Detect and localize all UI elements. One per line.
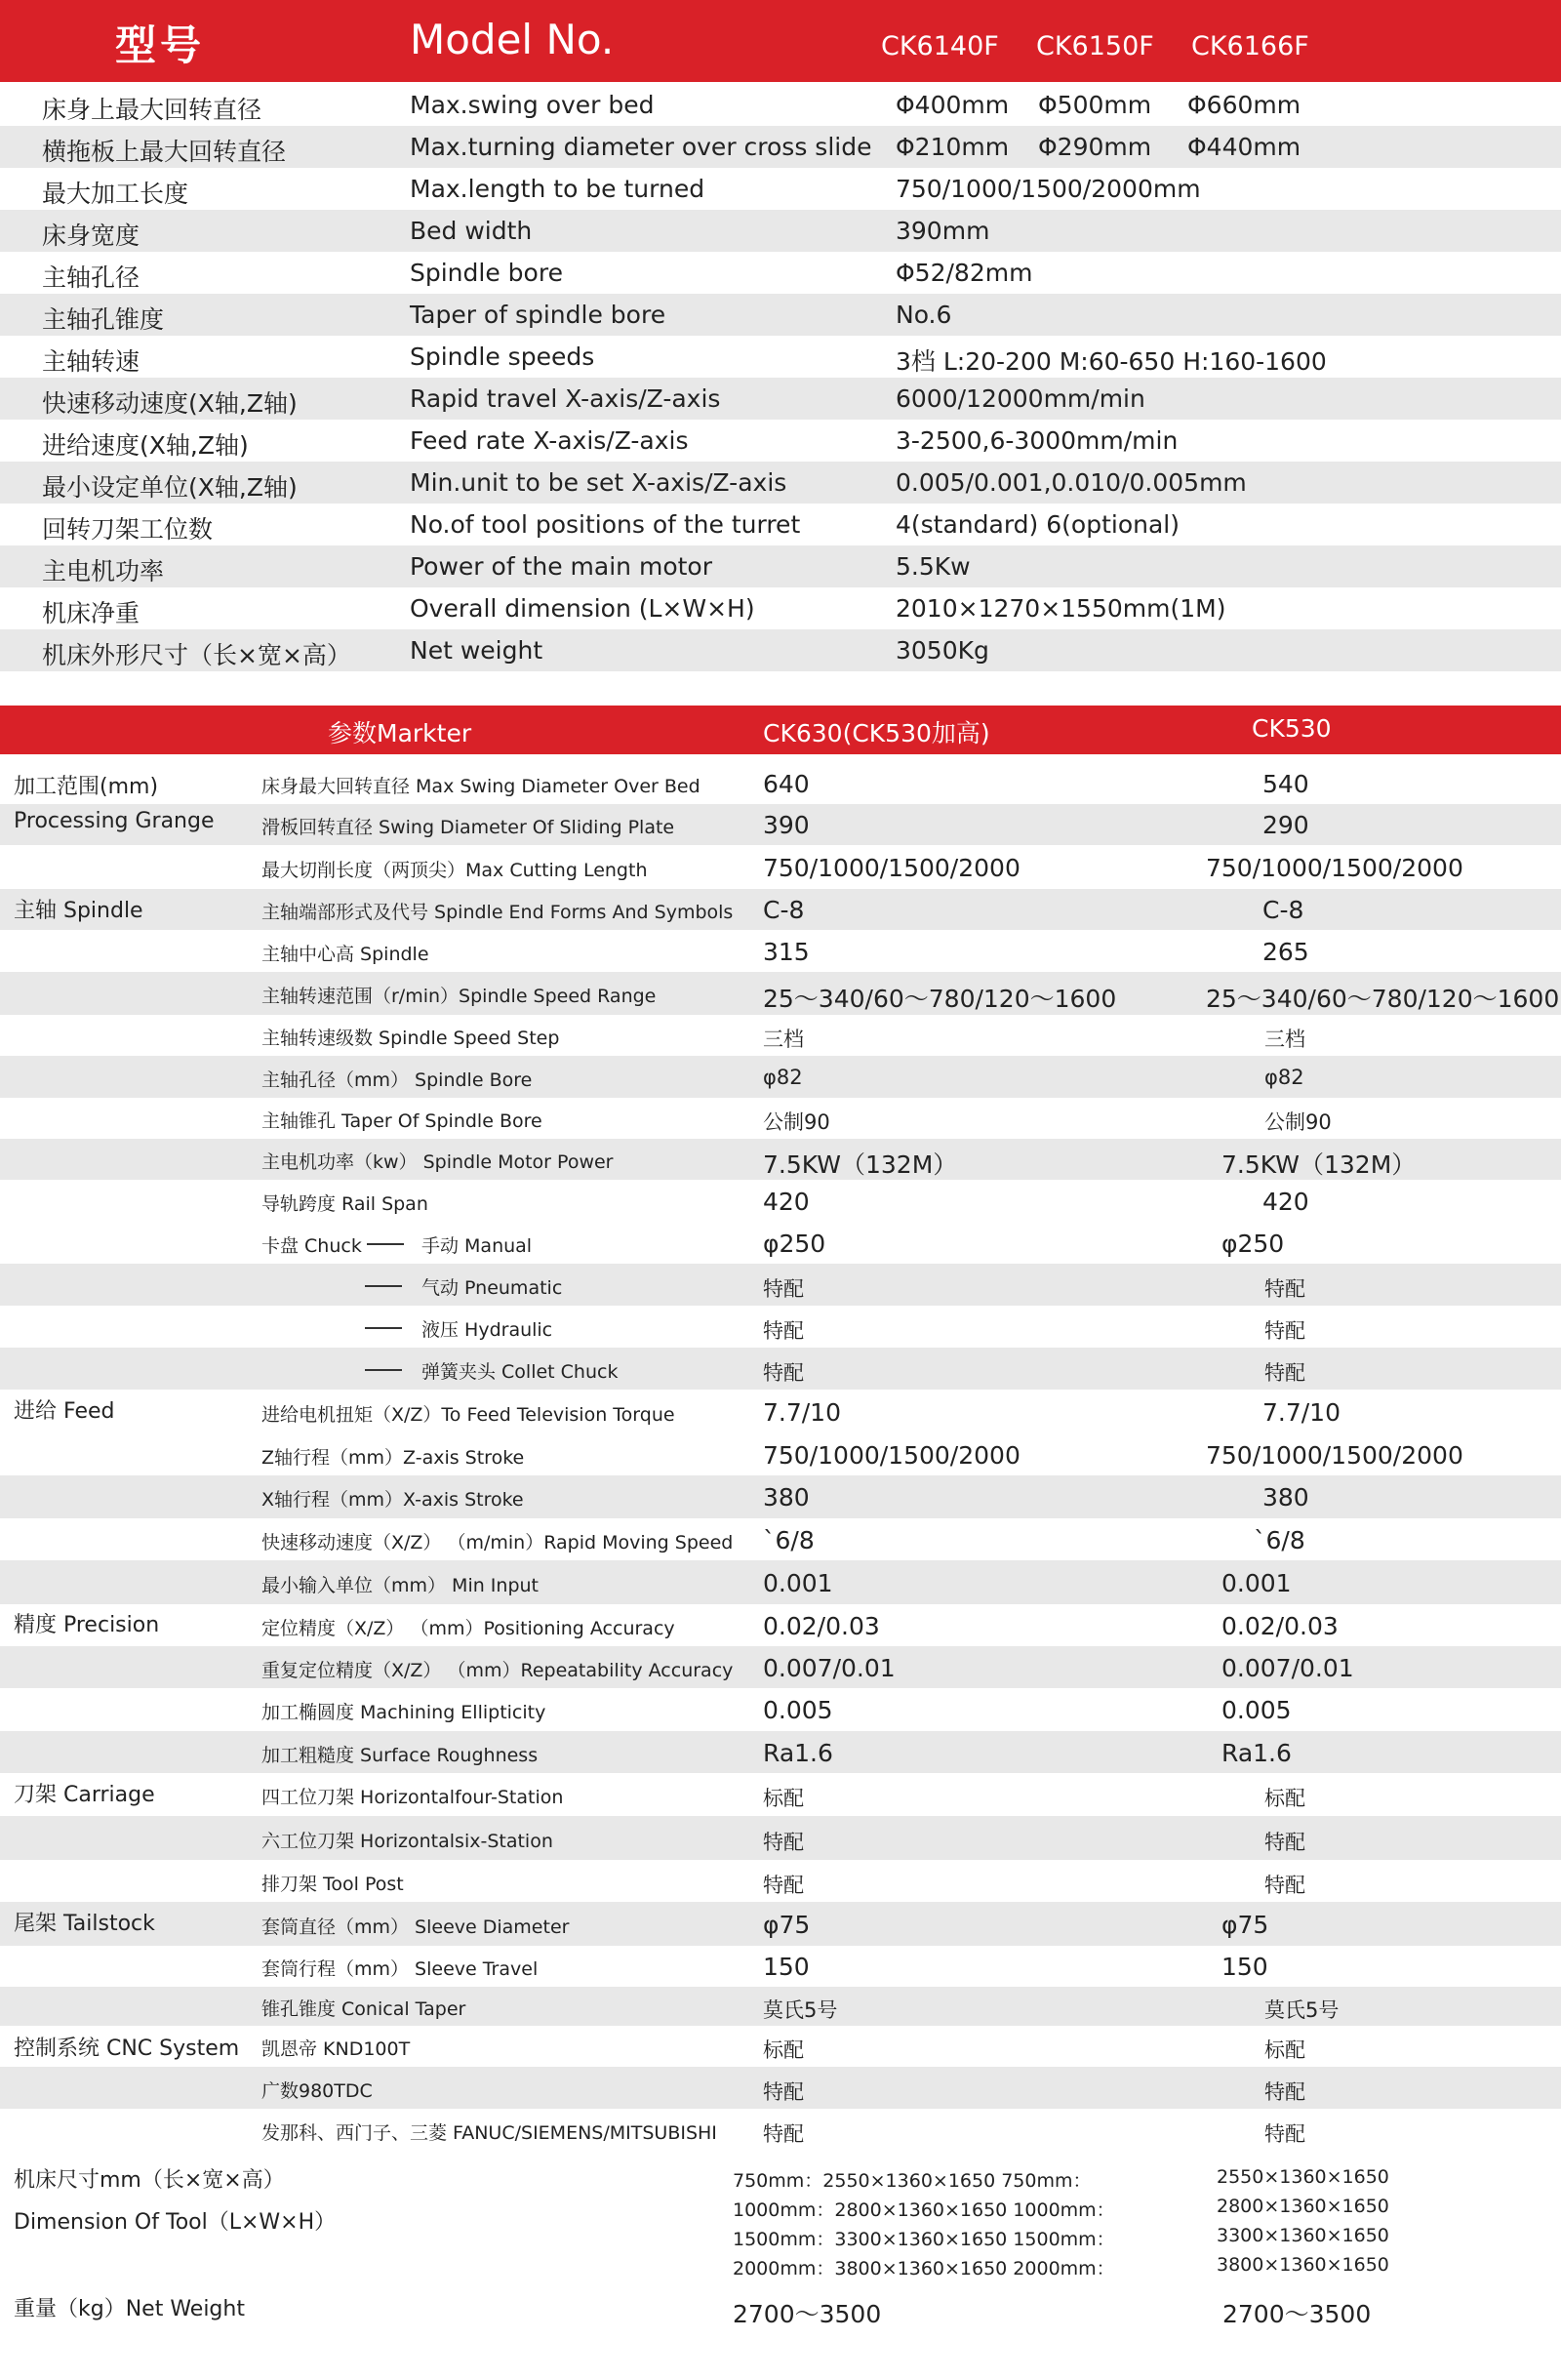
spec-label-zh: 床身宽度 bbox=[42, 222, 140, 250]
spec-sub-label: 滑板回转直径 Swing Diameter Of Sliding Plate bbox=[261, 817, 675, 838]
value-ck630: 0.02/0.03 bbox=[763, 1612, 880, 1640]
spec-row bbox=[0, 1223, 1561, 1264]
dimension-value: 2800×1360×1650 bbox=[1217, 2196, 1389, 2217]
spec-label-en: No.of tool positions of the turret bbox=[410, 510, 801, 539]
spec-value: Φ52/82mm bbox=[896, 259, 1033, 287]
value-ck530: 750/1000/1500/2000 bbox=[1206, 854, 1463, 882]
spec-sub-label: 凯恩帝 KND100T bbox=[261, 2038, 411, 2060]
spec-value-ck6140f: Φ210mm bbox=[896, 133, 1010, 161]
spec-label-en: Max.swing over bed bbox=[410, 91, 655, 119]
spec-sub-label: 最大切削长度（两顶尖）Max Cutting Length bbox=[261, 860, 648, 881]
value-ck530: 莫氏5号 bbox=[1264, 1998, 1340, 2022]
value-ck530: 265 bbox=[1262, 938, 1309, 966]
spec-row bbox=[0, 420, 1561, 462]
model-header-zh: 型号 bbox=[115, 21, 206, 69]
spec-row bbox=[0, 1015, 1561, 1056]
spec-sub-label: 加工椭圆度 Machining Ellipticity bbox=[261, 1702, 546, 1723]
spec-value: 3050Kg bbox=[896, 636, 989, 665]
dimension-value: 3800×1360×1650 bbox=[1217, 2254, 1389, 2276]
spec-row bbox=[0, 462, 1561, 504]
spec-row bbox=[0, 1518, 1561, 1560]
spec-row bbox=[0, 545, 1561, 587]
spec-sub-label: Z轴行程（mm）Z-axis Stroke bbox=[261, 1447, 525, 1469]
value-ck630: 315 bbox=[763, 938, 810, 966]
value-ck530: 290 bbox=[1262, 811, 1309, 839]
spec-row bbox=[0, 252, 1561, 294]
spec-label-en: Taper of spindle bore bbox=[410, 301, 666, 329]
category-processing-grange: Processing Grange bbox=[14, 809, 215, 833]
spec-label-zh: 横拖板上最大回转直径 bbox=[42, 138, 287, 166]
value-ck530: 特配 bbox=[1264, 2122, 1305, 2146]
spec-label-zh: 机床净重 bbox=[42, 599, 140, 627]
category-carriage: 刀架 Carriage bbox=[14, 1783, 155, 1807]
spec-label-zh: 回转刀架工位数 bbox=[42, 515, 214, 544]
spec-label-zh: 主轴孔锥度 bbox=[42, 305, 165, 334]
spec-row bbox=[0, 1306, 1561, 1348]
spec-label-en: Max.turning diameter over cross slide bbox=[410, 133, 872, 161]
value-ck530: 0.02/0.03 bbox=[1221, 1612, 1339, 1640]
chuck-connector-line bbox=[365, 1285, 402, 1287]
value-ck530: 特配 bbox=[1264, 1874, 1305, 1897]
value-ck630: 390 bbox=[763, 811, 810, 839]
spec-label-zh: 机床外形尺寸（长×宽×高） bbox=[42, 641, 351, 669]
spec-sub-label: 主轴孔径（mm） Spindle Bore bbox=[261, 1069, 533, 1091]
spec-row bbox=[0, 1098, 1561, 1139]
spec-row bbox=[0, 889, 1561, 930]
spec-label-zh: 主电机功率 bbox=[42, 557, 165, 585]
spec-value: 2010×1270×1550mm(1M) bbox=[896, 594, 1226, 623]
spec-label-en: Min.unit to be set X-axis/Z-axis bbox=[410, 468, 787, 497]
spec-row bbox=[0, 845, 1561, 889]
category-feed: 进给 Feed bbox=[14, 1399, 115, 1424]
category-cnc-system: 控制系统 CNC System bbox=[14, 2037, 240, 2061]
spec-label-en: Bed width bbox=[410, 217, 533, 245]
value-ck630: 380 bbox=[763, 1483, 810, 1512]
value-ck630: 特配 bbox=[763, 1874, 804, 1897]
value-ck630: 标配 bbox=[763, 2038, 804, 2062]
spec-row bbox=[0, 1773, 1561, 1816]
category-processing-range: 加工范围(mm) bbox=[14, 775, 159, 799]
value-ck630: 特配 bbox=[763, 1277, 804, 1301]
value-ck630: φ75 bbox=[763, 1911, 811, 1939]
ck530-header: CK530 bbox=[1252, 714, 1332, 743]
spec-label-en: Overall dimension (L×W×H) bbox=[410, 594, 755, 623]
value-ck530: Ra1.6 bbox=[1221, 1739, 1292, 1767]
spec-sub-label: 导轨跨度 Rail Span bbox=[261, 1193, 428, 1215]
value-ck630: 0.001 bbox=[763, 1569, 833, 1597]
spec-sub-label: 主轴锥孔 Taper Of Spindle Bore bbox=[261, 1110, 542, 1132]
spec-row bbox=[0, 763, 1561, 804]
value-ck630: 7.5KW（132M） bbox=[763, 1150, 958, 1179]
spec-value: No.6 bbox=[896, 301, 952, 329]
spec-sub-label: 套筒直径（mm） Sleeve Diameter bbox=[261, 1916, 570, 1938]
value-ck630: 750/1000/1500/2000 bbox=[763, 854, 1021, 882]
spec-sub-label: 卡盘 Chuck bbox=[261, 1235, 362, 1257]
value-ck630: 0.005 bbox=[763, 1696, 833, 1724]
value-ck530: 420 bbox=[1262, 1188, 1309, 1216]
spec-sub-label: 锥孔锥度 Conical Taper bbox=[261, 1998, 466, 2020]
value-ck630: 三档 bbox=[763, 1028, 804, 1051]
category-spindle: 主轴 Spindle bbox=[14, 899, 143, 923]
spec-label-en: Net weight bbox=[410, 636, 543, 665]
value-ck530: 25～340/60～780/120～1600 bbox=[1206, 985, 1560, 1013]
value-ck630: φ82 bbox=[763, 1066, 803, 1089]
spec-sub-label: 主轴中心高 Spindle bbox=[261, 944, 429, 965]
spec-row bbox=[0, 1475, 1561, 1518]
spec-row bbox=[0, 804, 1561, 845]
spec-label-en: Feed rate X-axis/Z-axis bbox=[410, 426, 689, 455]
param-header: 参数Markter bbox=[328, 719, 472, 747]
value-ck630: 特配 bbox=[763, 1361, 804, 1385]
spec-label-zh: 快速移动速度(X轴,Z轴) bbox=[42, 389, 298, 418]
value-ck530: 标配 bbox=[1264, 2038, 1305, 2062]
spec-value: 390mm bbox=[896, 217, 990, 245]
spec-row bbox=[0, 1056, 1561, 1098]
value-ck630: `6/8 bbox=[763, 1526, 815, 1554]
spec-value: 6000/12000mm/min bbox=[896, 384, 1145, 413]
dimension-label-en: Dimension Of Tool（L×W×H） bbox=[14, 2210, 337, 2235]
spec-sub-label: 主轴转速级数 Spindle Speed Step bbox=[261, 1028, 560, 1049]
spec-value-ck6150f: Φ290mm bbox=[1038, 133, 1152, 161]
model-table-header bbox=[0, 0, 1561, 82]
spec-sub-label: 最小输入单位（mm） Min Input bbox=[261, 1575, 540, 1596]
spec-row bbox=[0, 1902, 1561, 1946]
spec-value: 4(standard) 6(optional) bbox=[896, 510, 1180, 539]
category-tailstock: 尾架 Tailstock bbox=[14, 1912, 155, 1936]
spec-sub-label: 主电机功率（kw） Spindle Motor Power bbox=[261, 1151, 614, 1173]
spec-value-ck6166f: Φ660mm bbox=[1187, 91, 1301, 119]
spec-row bbox=[0, 1348, 1561, 1390]
value-ck630: 25～340/60～780/120～1600 bbox=[763, 985, 1117, 1013]
spec-value: 5.5Kw bbox=[896, 552, 971, 581]
ck630-header: CK630(CK530加高) bbox=[763, 719, 990, 747]
value-ck630: C-8 bbox=[763, 896, 805, 924]
spec-row bbox=[0, 126, 1561, 168]
spec-row bbox=[0, 1860, 1561, 1902]
value-ck630: 420 bbox=[763, 1188, 810, 1216]
value-ck530: 三档 bbox=[1264, 1028, 1305, 1051]
dimension-value: 3300×1360×1650 bbox=[1217, 2225, 1389, 2246]
spec-value-ck6166f: Φ440mm bbox=[1187, 133, 1301, 161]
value-ck630: 150 bbox=[763, 1953, 810, 1981]
weight-label: 重量（kg）Net Weight bbox=[14, 2297, 245, 2321]
spec-label-en: Spindle bore bbox=[410, 259, 563, 287]
chuck-type-label: 气动 Pneumatic bbox=[421, 1277, 563, 1299]
value-ck630: φ250 bbox=[763, 1230, 826, 1258]
spec-label-en: Max.length to be turned bbox=[410, 175, 705, 203]
category-precision: 精度 Precision bbox=[14, 1613, 160, 1637]
spec-row bbox=[0, 587, 1561, 629]
spec-row bbox=[0, 1390, 1561, 1433]
dimension-line: 1500mm：3300×1360×1650 1500mm： bbox=[733, 2229, 1115, 2250]
spec-row bbox=[0, 1604, 1561, 1646]
spec-sub-label: 六工位刀架 Horizontalsix-Station bbox=[261, 1831, 553, 1852]
spec-sub-label: 重复定位精度（X/Z） （mm）Repeatability Accuracy bbox=[261, 1660, 734, 1681]
dimension-line: 1000mm：2800×1360×1650 1000mm： bbox=[733, 2199, 1115, 2221]
spec-label-en: Power of the main motor bbox=[410, 552, 712, 581]
value-ck530: 7.7/10 bbox=[1262, 1398, 1341, 1427]
value-ck630: 公制90 bbox=[763, 1110, 830, 1134]
spec-row bbox=[0, 1646, 1561, 1688]
value-ck630: 特配 bbox=[763, 2122, 804, 2146]
spec-row bbox=[0, 1433, 1561, 1475]
spec-row bbox=[0, 1688, 1561, 1731]
dimension-label-zh: 机床尺寸mm（长×宽×高） bbox=[14, 2168, 285, 2193]
spec-row bbox=[0, 1816, 1561, 1860]
spec-label-en: Spindle speeds bbox=[410, 343, 595, 371]
spec-sub-label: 进给电机扭矩（X/Z）To Feed Television Torque bbox=[261, 1404, 675, 1426]
dimension-line: 2000mm：3800×1360×1650 2000mm： bbox=[733, 2258, 1115, 2279]
model-ck6166f: CK6166F bbox=[1191, 31, 1309, 61]
spec-value: 3-2500,6-3000mm/min bbox=[896, 426, 1179, 455]
spec-sub-label: 排刀架 Tool Post bbox=[261, 1874, 404, 1895]
spec-value: 0.005/0.001,0.010/0.005mm bbox=[896, 468, 1247, 497]
spec-sub-label: 主轴端部形式及代号 Spindle End Forms And Symbols bbox=[261, 902, 734, 923]
model-ck6140f: CK6140F bbox=[881, 31, 999, 61]
spec-row bbox=[0, 1731, 1561, 1773]
chuck-type-label: 手动 Manual bbox=[421, 1235, 533, 1257]
value-ck630: 640 bbox=[763, 770, 810, 798]
value-ck530: 特配 bbox=[1264, 1277, 1305, 1301]
spec-sub-label: 套筒行程（mm） Sleeve Travel bbox=[261, 1958, 539, 1980]
spec-label-zh: 床身上最大回转直径 bbox=[42, 96, 262, 124]
spec-row bbox=[0, 84, 1561, 126]
value-ck530: C-8 bbox=[1262, 896, 1304, 924]
value-ck530: 特配 bbox=[1264, 1831, 1305, 1854]
spec-sub-label: 发那科、西门子、三菱 FANUC/SIEMENS/MITSUBISHI bbox=[261, 2122, 717, 2144]
value-ck630: 特配 bbox=[763, 2080, 804, 2104]
weight-value-ck530: 2700～3500 bbox=[1222, 2300, 1372, 2328]
value-ck530: 标配 bbox=[1264, 1787, 1305, 1810]
value-ck530: 特配 bbox=[1264, 2080, 1305, 2104]
value-ck530: 特配 bbox=[1264, 1361, 1305, 1385]
spec-label-zh: 最小设定单位(X轴,Z轴) bbox=[42, 473, 298, 502]
model-header-en: Model No. bbox=[410, 16, 615, 63]
spec-row bbox=[0, 336, 1561, 378]
spec-label-en: Rapid travel X-axis/Z-axis bbox=[410, 384, 721, 413]
spec-label-zh: 主轴孔径 bbox=[42, 263, 140, 292]
spec-row bbox=[0, 210, 1561, 252]
chuck-connector-line bbox=[365, 1327, 402, 1329]
spec-row bbox=[0, 629, 1561, 671]
spec-value: 3档 L:20-200 M:60-650 H:160-1600 bbox=[896, 347, 1327, 376]
value-ck530: φ82 bbox=[1264, 1066, 1304, 1089]
markter-table-header bbox=[0, 706, 1561, 754]
value-ck630: 特配 bbox=[763, 1319, 804, 1343]
spec-row bbox=[0, 930, 1561, 972]
value-ck630: 750/1000/1500/2000 bbox=[763, 1441, 1021, 1470]
spec-value-ck6140f: Φ400mm bbox=[896, 91, 1010, 119]
spec-sub-label: 广数980TDC bbox=[261, 2080, 373, 2102]
value-ck630: 标配 bbox=[763, 1787, 804, 1810]
spec-row bbox=[0, 294, 1561, 336]
spec-row bbox=[0, 2109, 1561, 2151]
value-ck530: 0.001 bbox=[1221, 1569, 1292, 1597]
spec-sub-label: 四工位刀架 Horizontalfour-Station bbox=[261, 1787, 564, 1808]
spec-row bbox=[0, 378, 1561, 420]
value-ck530: `6/8 bbox=[1254, 1526, 1305, 1554]
spec-row bbox=[0, 1180, 1561, 1223]
value-ck530: 750/1000/1500/2000 bbox=[1206, 1441, 1463, 1470]
value-ck630: 特配 bbox=[763, 1831, 804, 1854]
value-ck530: 公制90 bbox=[1264, 1110, 1332, 1134]
spec-row bbox=[0, 1987, 1561, 2026]
chuck-type-label: 弹簧夹头 Collet Chuck bbox=[421, 1361, 619, 1383]
spec-row bbox=[0, 2067, 1561, 2109]
spec-row bbox=[0, 168, 1561, 210]
spec-sub-label: X轴行程（mm）X-axis Stroke bbox=[261, 1489, 524, 1511]
spec-label-zh: 主轴转速 bbox=[42, 347, 140, 376]
spec-row bbox=[0, 972, 1561, 1015]
value-ck530: 7.5KW（132M） bbox=[1221, 1150, 1417, 1179]
weight-value-ck630: 2700～3500 bbox=[733, 2300, 882, 2328]
value-ck530: 0.007/0.01 bbox=[1221, 1654, 1354, 1682]
dimension-line: 750mm：2550×1360×1650 750mm： bbox=[733, 2170, 1092, 2192]
dimension-value: 2550×1360×1650 bbox=[1217, 2166, 1389, 2188]
value-ck530: 540 bbox=[1262, 770, 1309, 798]
value-ck530: 0.005 bbox=[1221, 1696, 1292, 1724]
spec-sub-label: 加工粗糙度 Surface Roughness bbox=[261, 1745, 539, 1766]
spec-row bbox=[0, 1264, 1561, 1306]
spec-sub-label: 定位精度（X/Z） （mm）Positioning Accuracy bbox=[261, 1618, 675, 1639]
spec-row bbox=[0, 1946, 1561, 1987]
spec-sub-label: 快速移动速度（X/Z） （m/min）Rapid Moving Speed bbox=[261, 1532, 734, 1553]
spec-value: 750/1000/1500/2000mm bbox=[896, 175, 1201, 203]
value-ck630: Ra1.6 bbox=[763, 1739, 833, 1767]
value-ck530: 特配 bbox=[1264, 1319, 1305, 1343]
spec-label-zh: 最大加工长度 bbox=[42, 180, 189, 208]
spec-row bbox=[0, 504, 1561, 545]
spec-label-zh: 进给速度(X轴,Z轴) bbox=[42, 431, 249, 460]
value-ck530: φ75 bbox=[1221, 1911, 1269, 1939]
model-ck6150f: CK6150F bbox=[1036, 31, 1154, 61]
spec-row bbox=[0, 1560, 1561, 1604]
value-ck630: 0.007/0.01 bbox=[763, 1654, 896, 1682]
value-ck630: 7.7/10 bbox=[763, 1398, 841, 1427]
chuck-connector-line bbox=[365, 1369, 402, 1371]
spec-value-ck6150f: Φ500mm bbox=[1038, 91, 1152, 119]
chuck-connector-line bbox=[367, 1243, 404, 1245]
value-ck530: 150 bbox=[1221, 1953, 1268, 1981]
value-ck530: 380 bbox=[1262, 1483, 1309, 1512]
chuck-type-label: 液压 Hydraulic bbox=[421, 1319, 553, 1341]
value-ck630: 莫氏5号 bbox=[763, 1998, 838, 2022]
spec-row bbox=[0, 1139, 1561, 1180]
spec-sub-label: 主轴转速范围（r/min）Spindle Speed Range bbox=[261, 986, 657, 1007]
spec-sub-label: 床身最大回转直径 Max Swing Diameter Over Bed bbox=[261, 776, 700, 797]
value-ck530: φ250 bbox=[1221, 1230, 1285, 1258]
